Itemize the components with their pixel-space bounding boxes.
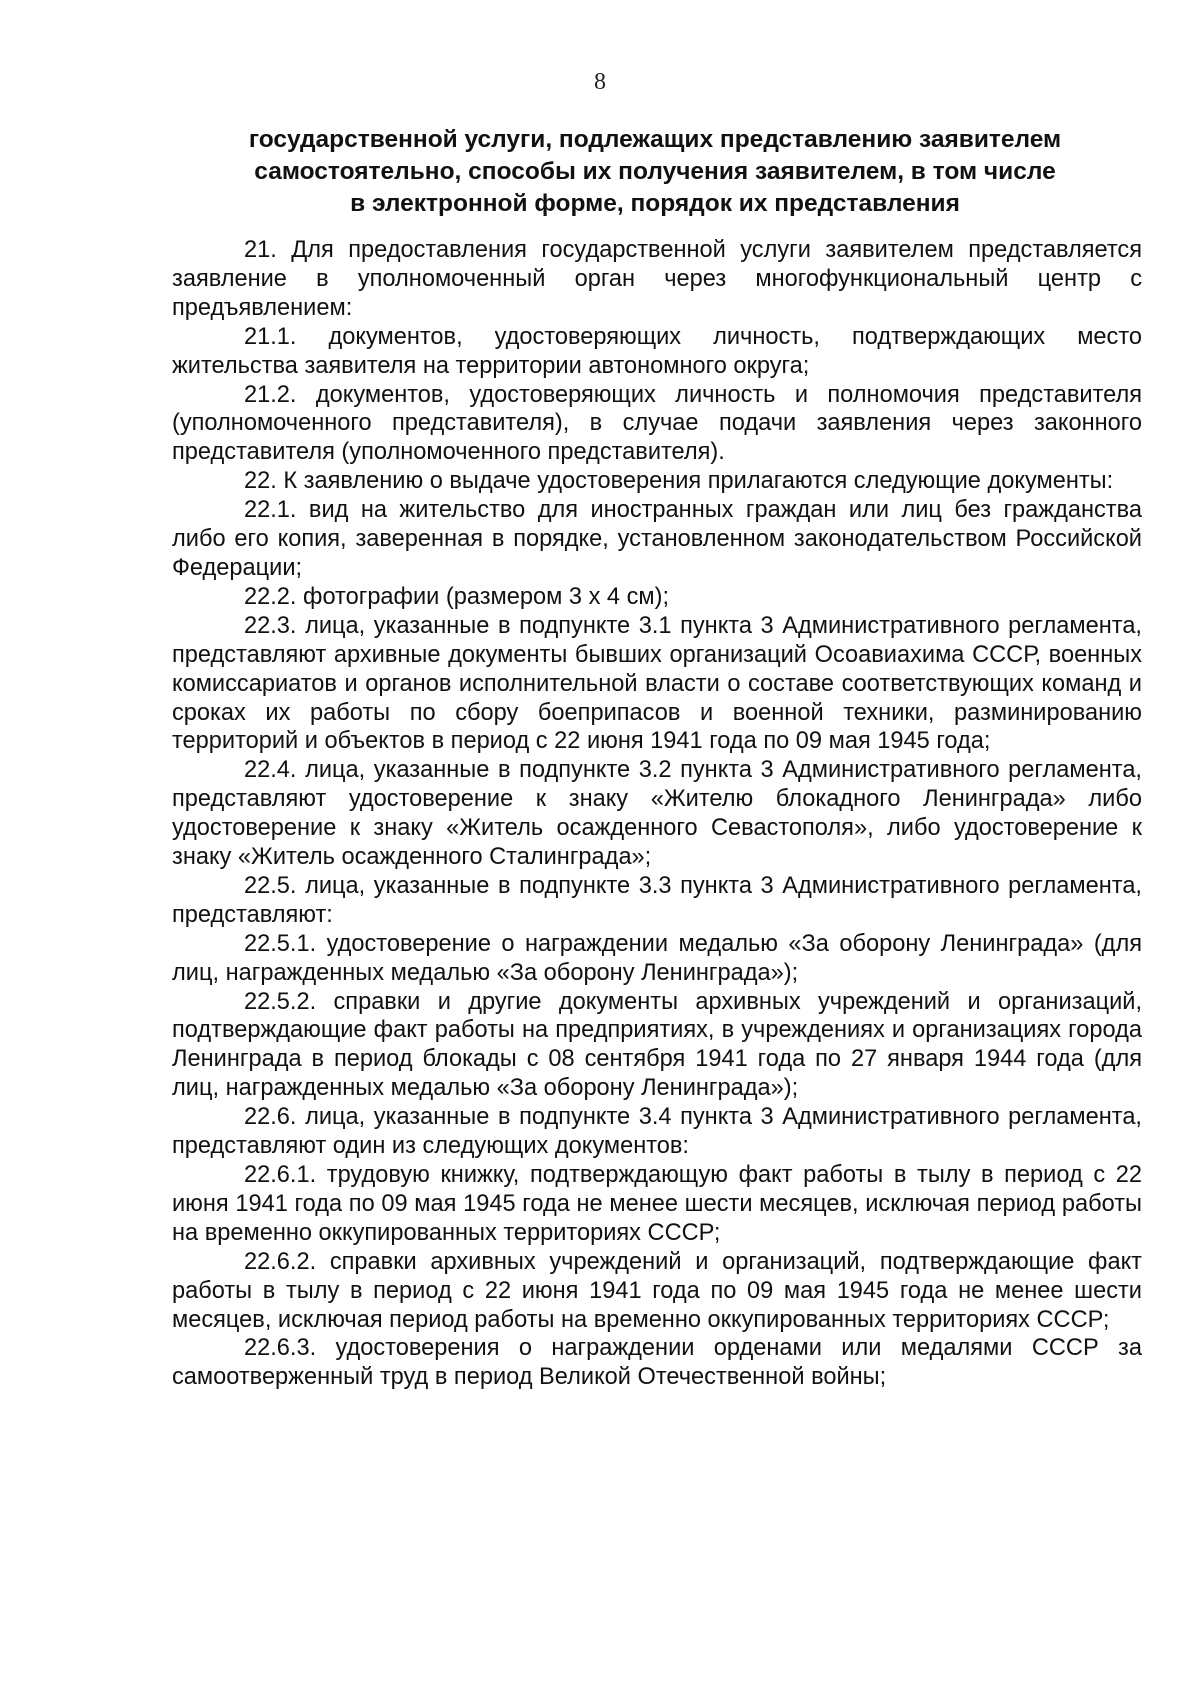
heading-line: в электронной форме, порядок их представления: [350, 190, 960, 217]
paragraph-22-3: 22.3. лица, указанные в подпункте 3.1 пункта 3 Административного регламента, представляют архивные документы бывших организаций Осоавиахима СССР, военных комиссариатов и органов исполнительной власти о составе соответствующих команд и сроках их работы по сбору боеприпасов и военной техники, разминированию территорий и объектов в период с 22 июня 1941 года по 09 мая 1945 года;: [172, 612, 1142, 755]
paragraph-22-4: 22.4. лица, указанные в подпункте 3.2 пункта 3 Административного регламента, представляют удостоверение к знаку «Жителю блокадного Ленинграда» либо удостоверение к знаку «Житель осажденного Севастополя», либо удостоверение к знаку «Житель осажденного Сталинграда»;: [172, 757, 1142, 871]
document-body: [172, 236, 1142, 1392]
paragraph-22-6-2: 22.6.2. справки архивных учреждений и организаций, подтверждающие факт работы в тылу в период с 22 июня 1941 года по 09 мая 1945 года не менее шести месяцев, исключая период работы на временно оккупированных территориях СССР;: [172, 1248, 1142, 1333]
paragraph-22-6-3: 22.6.3. удостоверения о награждении орденами или медалями СССР за самоотверженный труд в период Великой Отечественной войны;: [172, 1335, 1142, 1391]
paragraph-21: 21. Для предоставления государственной услуги заявителем представляется заявление в уполномоченный орган через многофункциональный центр с предъявлением:: [172, 237, 1142, 321]
paragraph-22-6-1: 22.6.1. трудовую книжку, подтверждающую факт работы в тылу в период с 22 июня 1941 года по 09 мая 1945 года не менее шести месяцев, исключая период работы на временно оккупированных территориях СССР;: [172, 1162, 1142, 1246]
paragraph-22-1: 22.1. вид на жительство для иностранных граждан или лиц без гражданства либо его копия, заверенная в порядке, установленном законодательством Российской Федерации;: [172, 497, 1142, 581]
paragraph-21-2: 21.2. документов, удостоверяющих личность и полномочия представителя (уполномоченного представителя), в случае подачи заявления через законного представителя (уполномоченного представителя).: [172, 381, 1142, 466]
heading-line: самостоятельно, способы их получения заявителем, в том числе: [254, 158, 1056, 185]
paragraph-22-2: 22.2. фотографии (размером 3 х 4 см);: [244, 583, 670, 610]
page-number: 8: [594, 69, 606, 95]
section-heading: [170, 124, 1140, 220]
paragraph-22: 22. К заявлению о выдаче удостоверения прилагаются следующие документы:: [244, 468, 1114, 495]
paragraph-22-6: 22.6. лица, указанные в подпункте 3.4 пункта 3 Административного регламента, представляют один из следующих документов:: [172, 1104, 1142, 1160]
heading-line: государственной услуги, подлежащих представлению заявителем: [248, 126, 1062, 153]
paragraph-22-5-2: 22.5.2. справки и другие документы архивных учреждений и организаций, подтверждающие факт работы на предприятиях, в учреждениях и организациях города Ленинграда в период блокады с 08 сентября 1941 года по 27 января 1944 года (для лиц, награжденных медалью «За оборону Ленинграда»);: [172, 988, 1142, 1102]
paragraph-22-5: 22.5. лица, указанные в подпункте 3.3 пункта 3 Административного регламента, представляют:: [172, 872, 1142, 928]
paragraph-21-1: 21.1. документов, удостоверяющих личность, подтверждающих место жительства заявителя на территории автономного округа;: [172, 323, 1142, 379]
paragraph-22-5-1: 22.5.1. удостоверение о награждении медалью «За оборону Ленинграда» (для лиц, награжденных медалью «За оборону Ленинграда»);: [172, 930, 1142, 986]
